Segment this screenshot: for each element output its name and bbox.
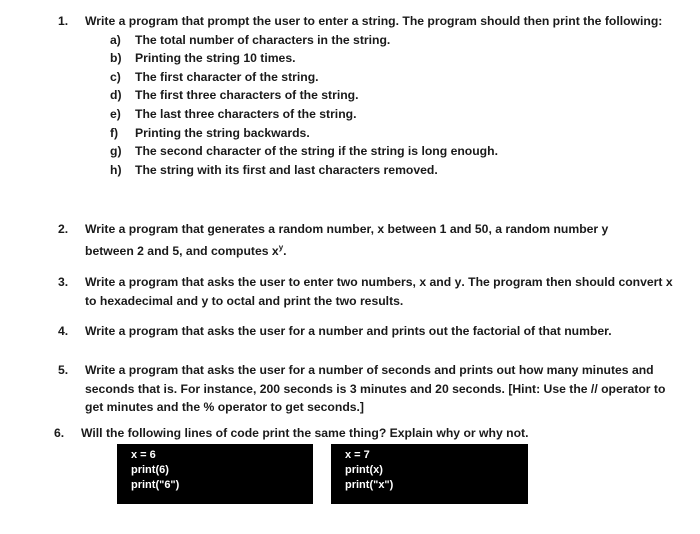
subquestion-list <box>58 31 678 180</box>
question-number: 3. <box>58 275 69 289</box>
question-text: Write a program that asks the user for a number and prints out the factorial of that number. <box>85 324 612 338</box>
power-expression: $x^y$ <box>271 242 284 258</box>
subquestion-text: Printing the string backwards. <box>135 125 310 140</box>
subquestion-letter: d) <box>110 88 122 103</box>
question-3 <box>58 273 678 310</box>
question-text: Write a program that prompt the user to enter a string. The program should then print the following: <box>85 14 663 28</box>
subquestion-letter: c) <box>110 69 121 84</box>
question-5 <box>58 361 678 417</box>
subquestion-letter: b) <box>110 51 122 66</box>
question-number: 6. <box>54 426 65 440</box>
code-block-right <box>331 444 528 504</box>
code-block-left <box>117 444 313 504</box>
subquestion-item <box>110 86 678 105</box>
subquestion-letter: e) <box>110 106 121 121</box>
variable-x: x <box>377 222 385 236</box>
subquestion-text: The total number of characters in the string. <box>135 32 391 47</box>
subquestion-letter: g) <box>110 144 122 159</box>
question-number: 1. <box>58 14 69 28</box>
question-4 <box>58 322 678 341</box>
subquestion-item <box>110 49 678 68</box>
subquestion-item <box>110 68 678 87</box>
question-6 <box>54 424 674 443</box>
subquestion-text: The string with its first and last characters removed. <box>135 162 438 177</box>
subquestion-letter: f) <box>110 125 119 140</box>
variable-y: y <box>601 222 609 236</box>
subquestion-text: The second character of the string if the string is long enough. <box>135 144 498 159</box>
subquestion-item <box>110 105 678 124</box>
question-1 <box>58 12 678 179</box>
question-text: Write a program that generates a random number, x between 1 and 50, a random number y between 2 and 5, and computes $x^y$. <box>85 222 609 258</box>
question-text: Write a program that asks the user for a number of seconds and prints out how many minutes and seconds that is. For instance, 200 seconds is 3 minutes and 20 seconds. [Hint: Use the // operator to get minutes and the % operator to get seconds.] <box>85 363 666 415</box>
subquestion-item <box>110 142 678 161</box>
code-line: x = 7 <box>345 449 370 461</box>
subquestion-letter: a) <box>110 32 121 47</box>
question-2 <box>58 220 678 260</box>
subquestion-item <box>110 161 678 180</box>
question-text: Will the following lines of code print the same thing? Explain why or why not. <box>81 426 529 440</box>
question-number: 4. <box>58 324 69 338</box>
question-text: Write a program that asks the user to enter two numbers, x and y. The program then should convert x to hexadecimal and y to octal and print the two results. <box>85 275 673 308</box>
question-number: 2. <box>58 222 69 236</box>
subquestion-text: The last three characters of the string. <box>135 106 357 121</box>
subquestion-text: Printing the string 10 times. <box>135 51 296 66</box>
code-line: print(x) <box>345 464 383 476</box>
code-line: print("6") <box>131 479 180 491</box>
code-line: print("x") <box>345 479 394 491</box>
subquestion-letter: h) <box>110 162 122 177</box>
subquestion-item <box>110 124 678 143</box>
subquestion-item <box>110 31 678 50</box>
code-line: print(6) <box>131 464 169 476</box>
code-line: x = 6 <box>131 449 156 461</box>
subquestion-text: The first three characters of the string. <box>135 88 359 103</box>
question-number: 5. <box>58 363 69 377</box>
subquestion-text: The first character of the string. <box>135 69 319 84</box>
